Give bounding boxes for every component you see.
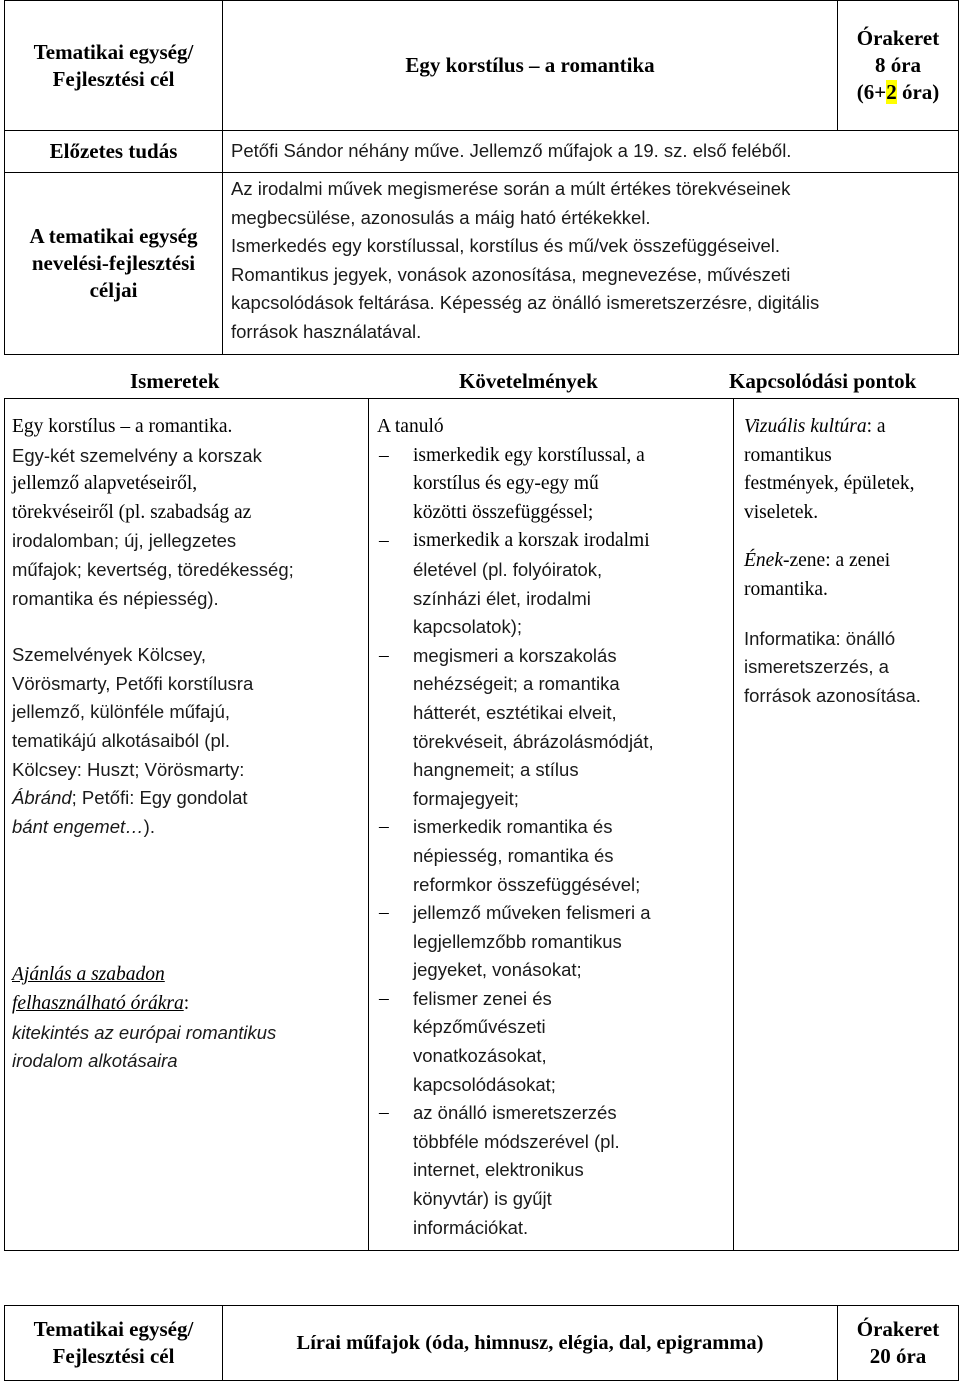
requirements-list [377,442,725,1243]
subject-visual: Vizuális kultúra [744,416,867,437]
goals-line: kapcsolódások feltárása. Képesség az önálló ismeretszerzésre, digitális [231,292,820,313]
requirement-line: információkat. [413,1216,529,1238]
knowledge-p2 [12,641,362,841]
work-title-bant: bánt engemet… [12,815,144,837]
next-unit-label-line1: Tematikai egység/ [33,1317,194,1341]
hours-label: Órakeret [856,26,940,50]
requirement-line: könyvtár) is gyűjt [413,1188,552,1210]
content-table [4,398,959,1251]
connections-cell [734,399,959,1251]
dash-bullet: – [379,444,389,466]
optional-hours-block: Ajánlás a szabadon felhasználható órákra: kitekintés az európai romantikus irodalom alkotásaira [12,961,362,1075]
requirement-line: színházi élet, irodalmi [413,587,591,609]
unit-title: Egy korstílus – a romantika [223,1,838,131]
requirement-item [377,985,725,1099]
knowledge-line: Ábránd; Petőfi: Egy gondolat [12,787,248,809]
column-header-connections: Kapcsolódási pontok [729,369,917,393]
dash-bullet: – [379,816,389,838]
prior-knowledge-label: Előzetes tudás [5,131,223,173]
requirement-line: korstílus és egy-egy mű [413,473,599,495]
hours-split: (6+2 óra) [856,80,940,104]
next-unit-header-table [4,1305,959,1381]
requirement-item [377,642,725,814]
requirement-line: jegyeket, vonásokat; [413,959,582,981]
requirement-line: az önálló ismeretszerzés [413,1102,617,1124]
next-unit-label-cell [5,1306,223,1381]
column-header-knowledge: Ismeretek [130,369,220,393]
goals-label [5,173,223,355]
hours-highlight: 2 [886,80,897,104]
knowledge-line: romantika és népiesség). [12,587,219,609]
requirement-item [377,527,725,641]
knowledge-line: Egy-két szemelvény a korszak [12,444,262,466]
knowledge-cell [5,399,369,1251]
requirement-line: képzőművészeti [413,1016,546,1038]
unit-label-line1: Tematikai egység/ [33,39,194,64]
connection-informatics: Informatika: önálló ismeretszerzés, a források azonosítása. [744,627,921,706]
requirement-line: megismeri a korszakolás [413,644,617,666]
knowledge-line: törekvéseiről (pl. szabadság az [12,501,252,523]
subject-informatics: Informatika [744,627,836,649]
requirement-line: életével (pl. folyóiratok, [413,558,603,580]
requirement-line: kapcsolódásokat; [413,1073,556,1095]
dash-bullet: – [379,987,389,1009]
dash-bullet: – [379,530,389,552]
requirement-line: ismerkedik egy korstílussal, a [413,444,645,466]
knowledge-p1 [12,413,362,613]
knowledge-line: Vörösmarty, Petőfi korstílusra [12,672,254,694]
requirement-line: többféle módszerével (pl. [413,1130,620,1152]
knowledge-line: Kölcsey: Huszt; Vörösmarty: [12,758,245,780]
hours-total: 8 óra [874,53,922,77]
goals-line: Ismerkedés egy korstílussal, korstílus és mű/vek összefüggéseivel. [231,235,781,256]
dash-bullet: – [379,644,389,666]
goals-text [223,173,959,355]
next-unit-title: Lírai műfajok (óda, himnusz, elégia, dal, epigramma) [223,1306,838,1381]
knowledge-line: Egy korstílus – a romantika. [12,416,233,437]
requirement-line: formajegyeit; [413,787,519,809]
requirement-line: felismer zenei és [413,987,552,1009]
goals-label-line1: A tematikai egység [29,224,198,248]
requirements-cell [369,399,734,1251]
unit-label-cell [5,1,223,131]
requirement-line: kapcsolatok); [413,616,522,638]
dash-bullet: – [379,902,389,924]
knowledge-line: jellemző alapvetéseiről, [12,473,198,495]
requirement-line: ismerkedik a korszak irodalmi [413,530,650,552]
connection-music: Ének-zene: a zenei romantika. [744,550,891,600]
goals-line: megbecsülése, azonosulás a máig ható értékekkel. [231,206,651,228]
requirement-line: legjellemzőbb romantikus [413,930,622,952]
hours-cell [838,1,959,131]
requirement-line: hátterét, esztétikai elveit, [413,701,617,723]
subject-music: Ének [744,550,783,572]
unit-label-line2: Fejlesztési cél [52,66,175,91]
optional-text-line: irodalom alkotásaira [12,1050,178,1072]
requirement-line: internet, elektronikus [413,1159,584,1181]
next-unit-label-line2: Fejlesztési cél [52,1344,175,1368]
requirement-line: ismerkedik romantika és [413,816,613,838]
knowledge-line: bánt engemet…). [12,815,155,837]
prior-knowledge-text: Petőfi Sándor néhány műve. Jellemző műfajok a 19. sz. első feléből. [223,131,959,173]
knowledge-line: jellemző, különféle műfajú, [12,701,230,723]
goals-label-line2: nevelési-fejlesztési [31,251,196,275]
requirement-line: reformkor összefüggésével; [413,873,641,895]
goals-line: források használatával. [231,320,422,342]
next-unit-hours-cell [838,1306,959,1381]
requirement-line: jellemző műveken felismeri a [413,902,651,924]
optional-title-line1: Ajánlás a szabadon [12,964,165,986]
connection-visual: Vizuális kultúra: a romantikus festmények, épületek, viseletek. [744,416,915,523]
optional-title-line2: felhasználható órákra [12,992,184,1014]
requirements-intro: A tanuló [377,416,444,437]
requirement-line: hangnemeit; a stílus [413,759,579,781]
knowledge-line: irodalomban; új, jellegzetes [12,530,237,552]
goals-label-line3: céljai [89,278,138,302]
dash-bullet: – [379,1102,389,1124]
requirement-line: vonatkozásokat, [413,1045,547,1067]
goals-line: Romantikus jegyek, vonások azonosítása, megnevezése, művészeti [231,263,791,285]
column-header-requirements: Követelmények [459,369,598,393]
knowledge-line: tematikájú alkotásaiból (pl. [12,729,230,751]
requirement-line: népiesség, romantika és [413,844,614,866]
requirement-item [377,442,725,528]
next-unit-hours-label: Órakeret [856,1317,940,1341]
requirement-item [377,1099,725,1242]
requirement-line: törekvéseit, ábrázolásmódját, [413,730,654,752]
requirement-item [377,899,725,985]
knowledge-line: műfajok; kevertség, töredékesség; [12,558,294,580]
goals-line: Az irodalmi művek megismerése során a múlt értékes törekvéseinek [231,178,791,199]
unit-header-table [4,0,959,355]
requirement-item [377,813,725,899]
optional-text-line: kitekintés az európai romantikus [12,1021,277,1043]
knowledge-line: Szemelvények Kölcsey, [12,644,206,666]
requirement-line: közötti összefüggéssel; [413,501,594,523]
requirement-line: nehézségeit; a romantika [413,673,620,695]
next-unit-hours-total: 20 óra [869,1344,927,1368]
work-title-abrand: Ábránd [12,787,72,809]
